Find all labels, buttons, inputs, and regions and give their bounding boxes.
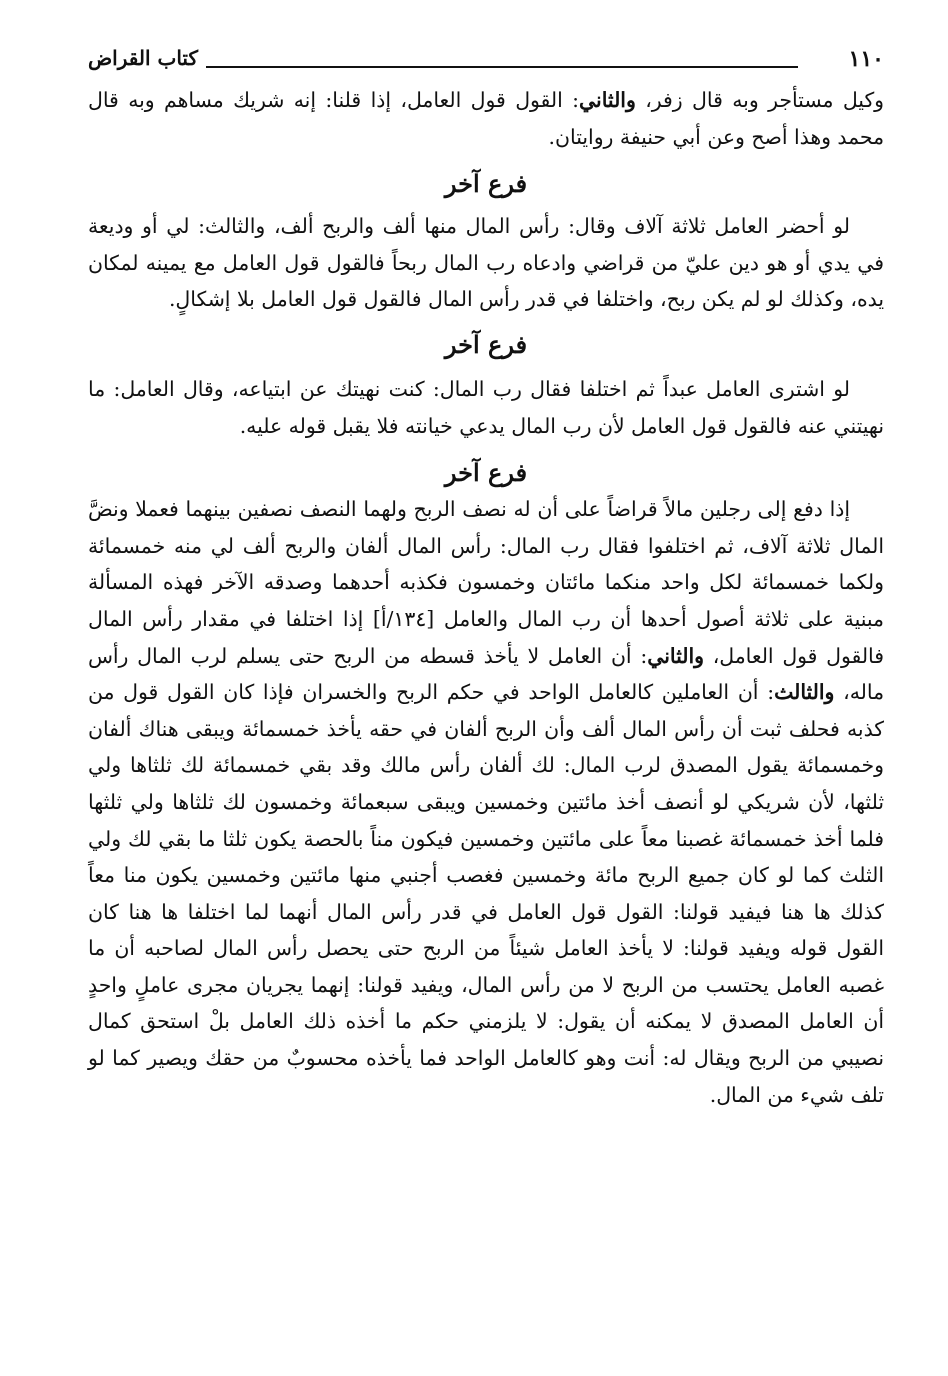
- text-run: : أن العاملين كالعامل الواحد في حكم الربح والخسران فإذا كان القول قول من كذبه فحلف ثبت أن رأس المال ألف وأن الربح ألفان في حقه يأخذ خمسمائة ويبقى هناك ألفان وخمسمائة يقول المصدق لرب المال: لك ألفان رأس مالك وقد بقي خمسمائة لك ثلثاها ولي ثلثها، لأن شريكي لو أنصف أخذ مائتين وخمسين ويبقى سبعمائة وخمسون لك ثلثاها ولي ثلثها فلما أخذ خمسمائة غصبنا معاً على مائتين وخمسين فيكون مناً بالحصة يكون ثلثا ما بقي لك ولي الثلث كما لو كان جميع الربح مائة وخمسين فغصب أجنبي منها مائتين وخمسين يكون منا معاً كذلك ها هنا فيفيد قولنا: القول قول العامل في قدر رأس المال أنهما لما اختلفا ها هنا كان القول قوله ويفيد قولنا: لا يأخذ العامل شيئاً من الربح حتى يحصل رأس المال لصاحبه أن ما غصبه العامل يحتسب من الربح لا من رأس المال، ويفيد قولنا: إنهما يجريان مجرى عاملٍ واحدٍ أن العامل المصدق لا يمكنه أن يقول: لا يلزمني حكم ما أخذه ذلك العامل بلْ استحق كمال نصيبي من الربح ويقال له: أنت وهو كالعامل الواحد فما يأخذه محسوبٌ من حقك ويصير كما لو تلف شيء من المال.: [88, 680, 884, 1107]
- running-header: [88, 40, 884, 78]
- section-paragraph: لو أحضر العامل ثلاثة آلاف وقال: رأس المال منها ألف والربح ألف، والثالث: لي أو وديعة في يدي أو هو دين عليّ من قراضي وادعاه رب المال ربحاً فالقول قول العامل مع يمينه لمكان يده، وكذلك لو لم يكن ربح، واختلفا في قدر رأس المال فالقول قول العامل بلا إشكالٍ.: [88, 214, 884, 312]
- keyword-second: والثاني: [579, 88, 636, 112]
- text-run: : أن العامل لا يأخذ قسطه من الربح حتى يسلم لرب المال رأس ماله،: [88, 643, 885, 705]
- keyword-third: والثالث: [774, 680, 835, 705]
- text-run: إذا دفع إلى رجلين مالاً قراضاً على أن له نصف الربح ولهما النصف نصفين بينهما فعملا ونضَّ المال ثلاثة آلاف، ثم اختلفوا فقال رب المال: رأس المال ألفان والربح ألف لي منه خمسمائة ولكما خمسمائة لكل واحد منكما مائتان وخمسون فكذبه أحدهما وصدقه الآخر فهذه المسألة مبنية على ثلاثة أصول أحدها أن رب المال والعامل [١٣٤/أ] إذا اختلفا في مقدار رأس المال فالقول قول العامل،: [88, 497, 884, 668]
- page-number: ١١٠: [848, 46, 884, 72]
- text-run: وكيل مستأجر وبه قال زفر،: [635, 88, 885, 112]
- book-title: كتاب القراض: [88, 46, 198, 70]
- paragraph-continuation: [88, 82, 884, 155]
- section-paragraph: [88, 491, 884, 1113]
- section-heading: فرع آخر: [444, 329, 528, 359]
- book-page: [88, 40, 884, 1340]
- text-run: : القول قول العامل، إذا قلنا: إنه شريك مساهم وبه قال محمد وهذا أصح وعن أبي حنيفة روايتان.: [88, 88, 884, 149]
- header-rule: [206, 66, 798, 68]
- section-heading: فرع آخر: [444, 458, 528, 488]
- section-paragraph: لو اشترى العامل عبداً ثم اختلفا فقال رب المال: كنت نهيتك عن ابتياعه، وقال العامل: ما نهيتني عنه فالقول قول العامل لأن رب المال يدعي خيانته فلا يقبل قوله عليه.: [88, 376, 884, 438]
- section-heading: فرع آخر: [444, 169, 528, 199]
- keyword-second: والثاني: [647, 643, 704, 668]
